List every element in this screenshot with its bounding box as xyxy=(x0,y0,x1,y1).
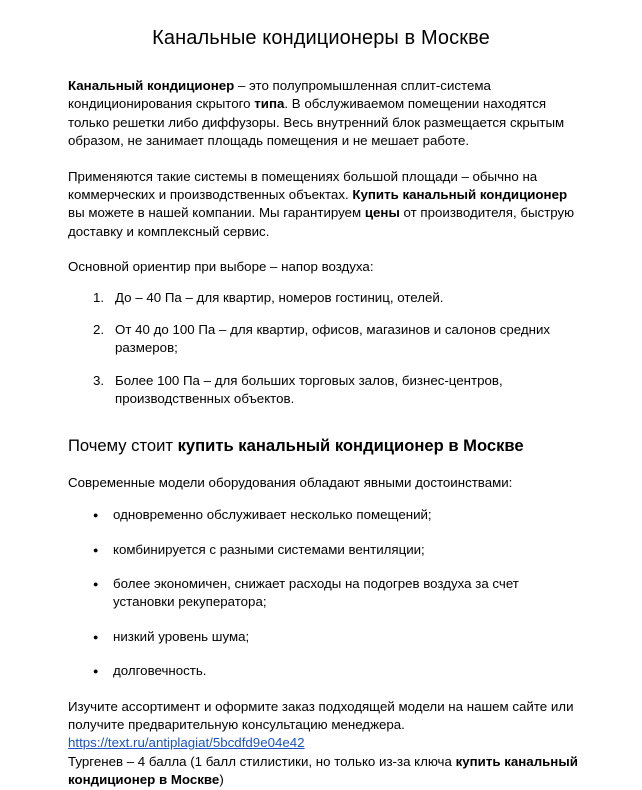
paragraph-guideline: Основной ориентир при выборе – напор воздуха: xyxy=(68,259,374,275)
list-item: ● одновременно обслуживает несколько помещений; xyxy=(68,506,578,524)
paragraph-application-text-2: вы можете в нашей компании. Мы гарантируем xyxy=(68,205,365,221)
paragraph-application xyxy=(68,168,578,242)
list-item: Более 100 Па – для больших торговых залов, бизнес-центров, производственных объектов. xyxy=(115,372,503,407)
paragraph-application-bold-1: Купить канальный кондиционер xyxy=(352,187,568,203)
advantages-bullet-list xyxy=(68,506,578,680)
antiplagiat-link-row xyxy=(68,734,578,752)
section-heading-bold-part: купить канальный кондиционер в Москве xyxy=(177,435,524,455)
paragraph-application-text-3: от производителя, быструю доставку и комплексный сервис. xyxy=(68,205,575,239)
list-item: До – 40 Па – для квартир, номеров гостиниц, отелей. xyxy=(115,289,444,305)
paragraph-application-text-1: Применяются такие системы в помещениях большой площади – обычно на коммерческих и производственных объектах. xyxy=(68,168,538,203)
page-title: Канальные кондиционеры в Москве xyxy=(152,27,490,49)
airflow-numbered-list xyxy=(68,289,578,409)
paragraph-review-text-1: Тургенев – 4 балла (1 балл стилистики, но только из-за ключа xyxy=(68,753,456,769)
list-item: ● комбинируется с разными системами вентиляции; xyxy=(68,541,578,559)
list-item: ● более экономичен, снижает расходы на подогрев воздуха за счет установки рекуператора; xyxy=(68,575,578,612)
paragraph-intro-bold-mid: типа xyxy=(254,96,285,112)
section-heading-normal-part: Почему стоит xyxy=(68,435,178,455)
paragraph-advantages-lead: Современные модели оборудования обладают явными достоинствами: xyxy=(68,474,513,490)
paragraph-review-text-2: ) xyxy=(219,772,224,788)
list-item: От 40 до 100 Па – для квартир, офисов, магазинов и салонов средних размеров; xyxy=(115,322,551,356)
paragraph-intro xyxy=(68,77,578,151)
paragraph-review-bold-1: купить канальный кондиционер в Москве xyxy=(68,753,578,788)
antiplagiat-link[interactable]: https://text.ru/antiplagiat/5bcdfd9e04e42 xyxy=(68,735,305,751)
paragraph-review-note xyxy=(68,753,578,790)
paragraph-intro-text-2: . В обслуживаемом помещении находятся только решетки либо диффузоры. Весь внутренний блок размещается скрытым образом, не занимает площадь помещения и не мешает работе. xyxy=(68,96,565,149)
list-item: ● долговечность. xyxy=(68,662,578,680)
paragraph-application-bold-2: цены xyxy=(364,205,400,221)
paragraph-call-to-action: Изучите ассортимент и оформите заказ подходящей модели на нашем сайте или получите предварительную консультацию менеджера. xyxy=(68,698,574,732)
document-body xyxy=(0,77,642,790)
section-heading-why-buy xyxy=(68,435,578,457)
paragraph-intro-bold-lead: Канальный кондиционер xyxy=(68,78,235,93)
paragraph-intro-text-1: – это полупромышленная сплит-система кондиционирования скрытого xyxy=(68,78,491,112)
list-item: ● низкий уровень шума; xyxy=(68,628,578,646)
